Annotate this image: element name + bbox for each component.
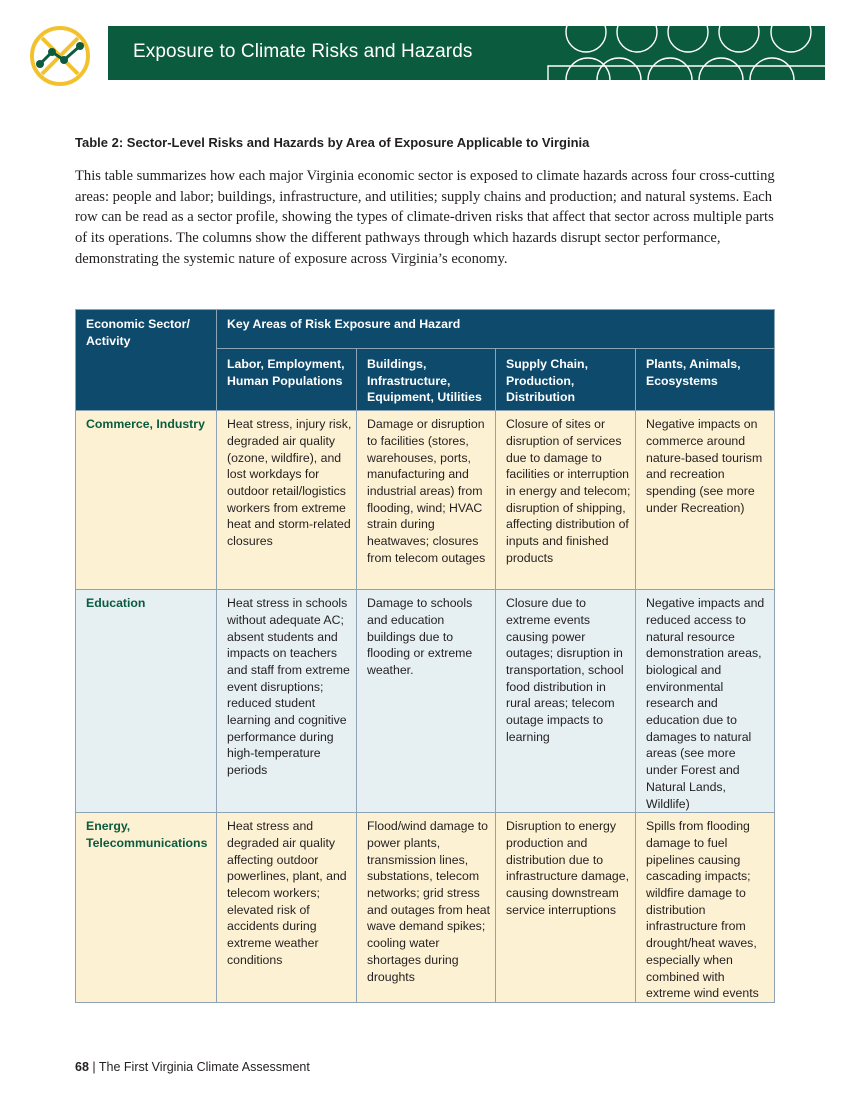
column-header: Labor, Employment, Human Populations [217, 349, 357, 411]
table-cell: Disruption to energy production and distribution due to infrastructure damage, causing downstream service interruptions [496, 813, 636, 1003]
table-row [76, 590, 775, 813]
risk-table [75, 309, 775, 1003]
sector-cell: Energy, Telecommunications [76, 813, 217, 1003]
page-number: 68 [75, 1060, 89, 1074]
intro-paragraph: This table summarizes how each major Virginia economic sector is exposed to climate hazards across four cross-cutting areas: people and labor; buildings, infrastructure, and utilities; supply chains and production; and natural systems. Each row can be read as a sector profile, showing the types of climate-driven risks that affect that sector across multiple parts of its operations. The columns show the different pathways through which hazards disrupt sector performance, demonstrating the systemic nature of exposure across Virginia’s economy. [75, 168, 775, 267]
group-header: Key Areas of Risk Exposure and Hazard [217, 310, 775, 349]
sector-column-header: Economic Sector/ Activity [76, 310, 217, 411]
table-cell: Damage or disruption to facilities (stores, warehouses, ports, manufacturing and industrial areas) from flooding, wind; HVAC strain during heatwaves; closures from telecom outages [357, 411, 496, 590]
table-cell: Heat stress, injury risk, degraded air quality (ozone, wildfire), and lost workdays for outdoor retail/logistics workers from extreme heat and storm-related closures [217, 411, 357, 590]
table-cell: Heat stress in schools without adequate AC; absent students and impacts on teachers and staff from extreme event disruptions; reduced student learning and cognitive performance during high-temperature periods [217, 590, 357, 813]
publication-title: The First Virginia Climate Assessment [98, 1060, 310, 1074]
table-row [76, 813, 775, 1003]
column-header: Plants, Animals, Ecosystems [636, 349, 775, 411]
table-cell: Negative impacts on commerce around nature-based tourism and recreation spending (see more under Recreation) [636, 411, 775, 590]
column-header: Supply Chain, Production, Distribution [496, 349, 636, 411]
table-title: Table 2: Sector-Level Risks and Hazards by Area of Exposure Applicable to Virginia [75, 135, 590, 150]
table-cell: Damage to schools and education buildings due to flooding or extreme weather. [357, 590, 496, 813]
header-band [108, 26, 825, 80]
page-footer [75, 1060, 310, 1074]
table-cell: Closure of sites or disruption of services due to damage to facilities or interruption in energy and telecom; disruption of shipping, affecting distribution of inputs and finished products [496, 411, 636, 590]
table-cell: Flood/wind damage to power plants, transmission lines, substations, telecom networks; grid stress and outages from heat wave demand spikes; cooling water shortages during droughts [357, 813, 496, 1003]
column-header: Buildings, Infrastructure, Equipment, Utilities [357, 349, 496, 411]
sector-cell: Commerce, Industry [76, 411, 217, 590]
table-cell: Spills from flooding damage to fuel pipelines causing cascading impacts; wildfire damage to distribution infrastructure from drought/heat waves, especially when combined with extreme wind events [636, 813, 775, 1003]
table-cell: Closure due to extreme events causing power outages; disruption in transportation, school food distribution in rural areas; telecom outage impacts to learning [496, 590, 636, 813]
table-cell: Heat stress and degraded air quality affecting outdoor powerlines, plant, and telecom workers; elevated risk of accidents during extreme weather conditions [217, 813, 357, 1003]
declining-line-chart-icon [28, 24, 92, 88]
sector-cell: Education [76, 590, 217, 813]
table-cell: Negative impacts and reduced access to natural resource demonstration areas, biological and environmental research and education due to damages to natural areas (see more under Forest and Natural Lands, Wildlife) [636, 590, 775, 813]
footer-separator: | [92, 1060, 96, 1074]
table-row [76, 411, 775, 590]
section-title: Exposure to Climate Risks and Hazards [133, 41, 473, 62]
